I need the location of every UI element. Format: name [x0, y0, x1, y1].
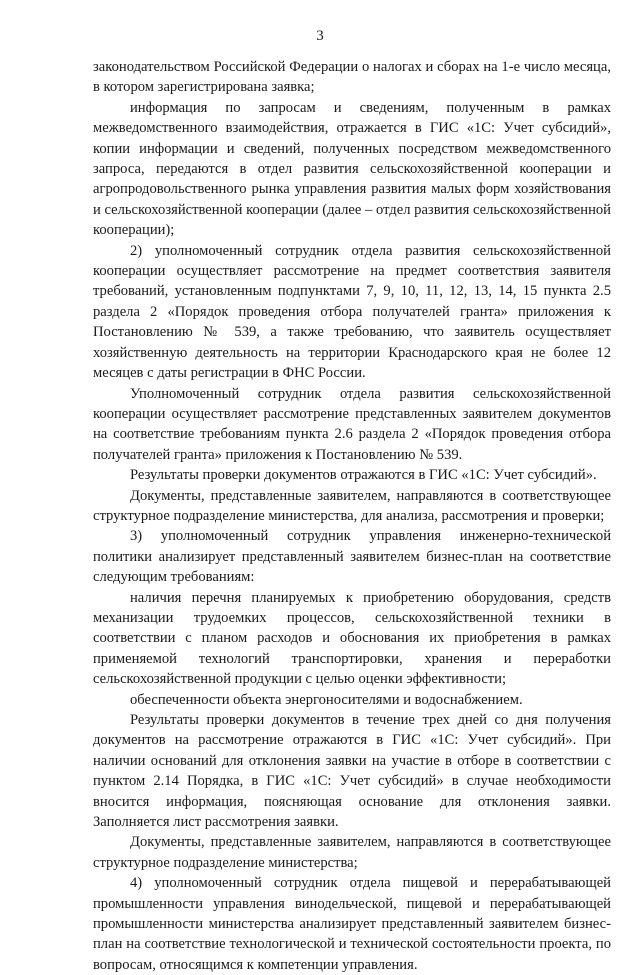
- paragraph: информация по запросам и сведениям, полученным в рамках межведомственного взаимодействия, отражается в ГИС «1С: Учет субсидий», копии информации и сведений, полученных посредством межведомственного запроса, передаются в отдел развития сельскохозяйственной кооперации и агропродовольственного рынка управления развития малых форм хозяйствования и сельскохозяйственной кооперации (далее – отдел развития сельскохозяйственной кооперации);: [93, 99, 611, 239]
- paragraph: обеспеченности объекта энергоносителями и водоснабжением.: [130, 691, 523, 708]
- page-number: 3: [316, 28, 324, 44]
- paragraph: Документы, представленные заявителем, направляются в соответствующее структурное подразделение министерства;: [93, 834, 611, 871]
- paragraph: наличия перечня планируемых к приобретению оборудования, средств механизации трудоемких процессов, сельскохозяйственной техники в соответствии с планом расходов и обоснования их приобретения в рамках применяемой технологий транспортировки, хранения и переработки сельскохозяйственной продукции с целью оценки эффективности;: [93, 589, 611, 688]
- paragraph: Уполномоченный сотрудник отдела развития сельскохозяйственной кооперации осуществляет рассмотрение представленных заявителем документов на соответствие требованиям пункта 2.6 раздела 2 «Порядок проведения отбора получателей гранта» приложения к Постановлению № 539.: [93, 385, 611, 463]
- document-body: [93, 57, 611, 975]
- paragraph: Результаты проверки документов в течение трех дней со дня получения документов на рассмотрение отражаются в ГИС «1С: Учет субсидий». При наличии оснований для отклонения заявки на участие в отборе в соответствии с пунктом 2.14 Порядка, в ГИС «1С: Учет субсидий» в случае необходимости вносится информация, поясняющая основание для отклонения заявки. Заполняется лист рассмотрения заявки.: [93, 712, 611, 831]
- paragraph: 2) уполномоченный сотрудник отдела развития сельскохозяйственной кооперации осуществляет рассмотрение на предмет соответствия заявителя требований, установленным подпунктами 7, 9, 10, 11, 12, 13, 14, 15 пункта 2.5 раздела 2 «Порядок проведения отбора получателей гранта» приложения к Постановлению № 539, а также требованию, что заявитель осуществляет хозяйственную деятельность на территории Краснодарского края не более 12 месяцев с даты регистрации в ФНС России.: [93, 242, 611, 382]
- paragraph: Документы, представленные заявителем, направляются в соответствующее структурное подразделение министерства, для анализа, рассмотрения и проверки;: [93, 487, 611, 524]
- paragraph: законодательством Российской Федерации о налогах и сборах на 1-е число месяца, в котором зарегистрирована заявка;: [93, 59, 611, 96]
- paragraph: Результаты проверки документов отражаются в ГИС «1С: Учет субсидий».: [130, 467, 597, 484]
- paragraph: 4) уполномоченный сотрудник отдела пищевой и перерабатывающей промышленности управления винодельческой, пищевой и перерабатывающей промышленности министерства анализирует представленный заявителем бизнес-план на соответствие технологической и технической состоятельности проекта, по вопросам, относящимся к компетенции управления.: [93, 875, 611, 973]
- paragraph: 3) уполномоченный сотрудник управления инженерно-технической политики анализирует представленный заявителем бизнес-план на соответствие следующим требованиям:: [93, 528, 611, 586]
